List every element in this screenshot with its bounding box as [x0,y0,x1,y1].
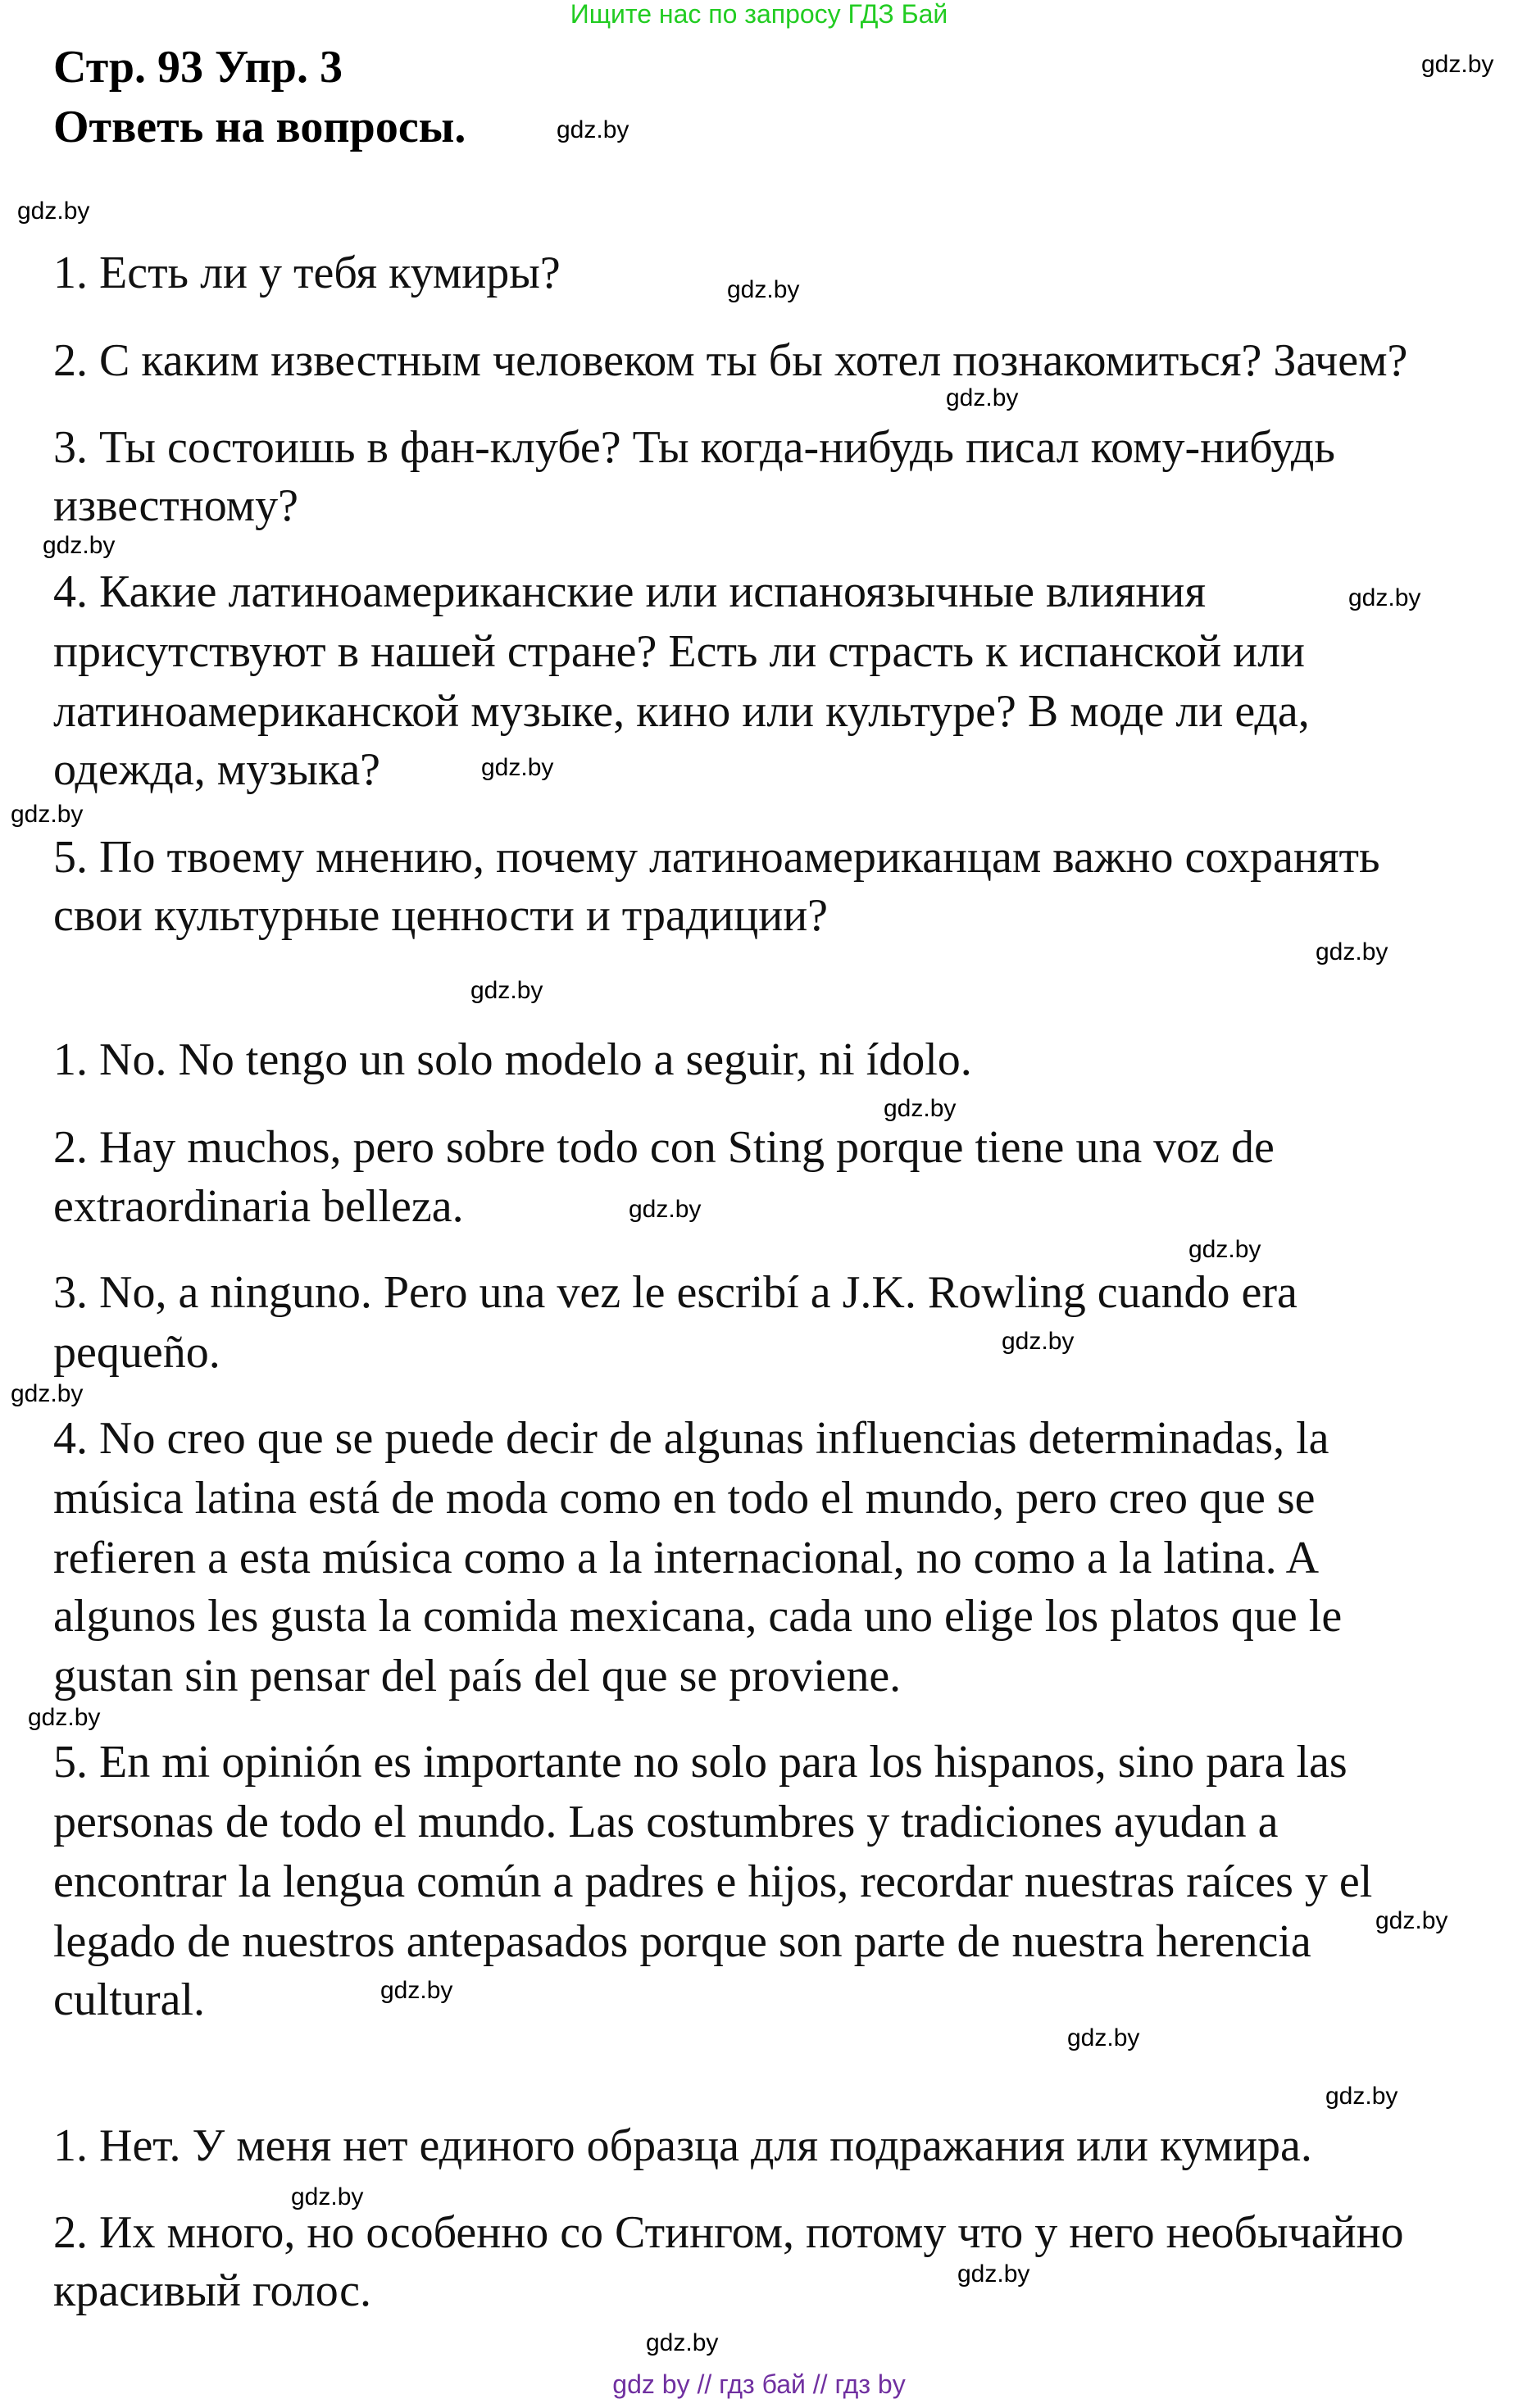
watermark: gdz.by [1421,51,1494,78]
watermark: gdz.by [629,1196,702,1223]
answer-ru-2-line: 2. Их много, но особенно со Стингом, потому что у него необычайно [53,2207,1404,2258]
question-3-line: известному? [53,480,298,531]
watermark: gdz.by [11,1380,84,1407]
answer-es-5-line: cultural. [53,1974,206,2025]
watermark: gdz.by [17,198,90,225]
watermark: gdz.by [28,1704,101,1731]
question-3-line: 3. Ты состоишь в фан-клубе? Ты когда-нибудь писал кому-нибудь [53,422,1335,473]
question-4-line: 4. Какие латиноамериканские или испаноязычные влияния [53,566,1207,617]
watermark: gdz.by [43,532,116,559]
question-4-line: присутствуют в нашей стране? Есть ли страсть к испанской или [53,626,1306,677]
answer-es-4-line: gustan sin pensar del país del que se proviene. [53,1651,902,1702]
answer-ru-1: 1. Нет. У меня нет единого образца для подражания или кумира. [53,2120,1312,2171]
footer-banner[interactable]: gdz by // гдз бай // гдз by [612,2369,906,2399]
answer-es-4-line: música latina está de moda como en todo el mundo, pero creo que se [53,1473,1316,1524]
answer-es-3-line: 3. No, a ninguno. Pero una vez le escribí a J.K. Rowling cuando era [53,1267,1298,1318]
answer-es-2-line: extraordinaria belleza. [53,1181,464,1232]
answer-es-4-line: 4. No creo que se puede decir de algunas influencias determinadas, la [53,1413,1329,1464]
answer-es-5-line: legado de nuestros antepasados porque son parte de nuestra herencia [53,1916,1311,1967]
watermark: gdz.by [291,2183,364,2210]
watermark: gdz.by [727,276,800,303]
question-2: 2. С каким известным человеком ты бы хотел познакомиться? Зачем? [53,335,1408,386]
header-banner[interactable]: Ищите нас по запросу ГДЗ Бай [570,0,948,29]
watermark: gdz.by [11,801,84,828]
answer-es-3-line: pequeño. [53,1327,220,1378]
watermark: gdz.by [1375,1907,1448,1934]
watermark: gdz.by [1067,2024,1140,2051]
question-4-line: одежда, музыка? [53,744,381,795]
watermark: gdz.by [470,977,543,1004]
answer-es-5-line: personas de todo el mundo. Las costumbres y tradiciones ayudan a [53,1797,1279,1847]
question-1: 1. Есть ли у тебя кумиры? [53,248,561,298]
watermark: gdz.by [646,2329,719,2356]
answer-ru-2-line: красивый голос. [53,2265,371,2316]
question-4-line: латиноамериканской музыке, кино или культуре? В моде ли еда, [53,686,1310,737]
watermark: gdz.by [1002,1328,1075,1355]
answer-es-4-line: algunos les gusta la comida mexicana, cada uno elige los platos que le [53,1591,1343,1642]
watermark: gdz.by [380,1977,453,2004]
watermark: gdz.by [946,384,1019,411]
watermark: gdz.by [1325,2083,1398,2110]
watermark: gdz.by [481,754,554,781]
watermark: gdz.by [1348,584,1421,611]
watermark: gdz.by [1316,938,1388,965]
answer-es-2-line: 2. Hay muchos, pero sobre todo con Sting porque tiene una voz de [53,1122,1275,1173]
answer-es-1: 1. No. No tengo un solo modelo a seguir, ni ídolo. [53,1034,972,1085]
answer-es-4-line: refieren a esta música como a la internacional, no como a la latina. A [53,1533,1320,1583]
watermark: gdz.by [957,2260,1030,2288]
page-title: Стр. 93 Упр. 3 [53,42,343,93]
question-5-line: 5. По твоему мнению, почему латиноамериканцам важно сохранять [53,832,1380,883]
page-subtitle: Ответь на вопросы. [53,102,466,152]
watermark: gdz.by [884,1095,957,1122]
question-5-line: свои культурные ценности и традиции? [53,890,829,941]
answer-es-5-line: 5. En mi opinión es importante no solo para los hispanos, sino para las [53,1737,1348,1788]
watermark: gdz.by [1188,1236,1261,1263]
watermark: gdz.by [557,116,629,143]
answer-es-5-line: encontrar la lengua común a padres e hijos, recordar nuestras raíces y el [53,1856,1373,1907]
